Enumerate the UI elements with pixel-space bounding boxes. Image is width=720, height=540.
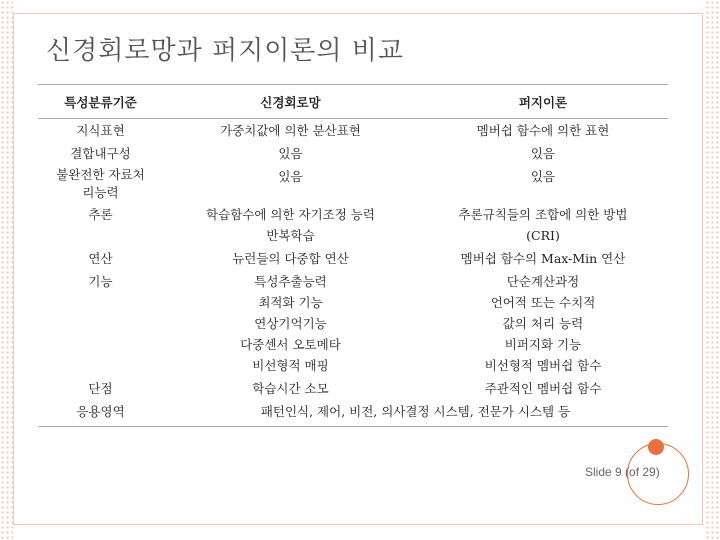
fuzzy-cell: 단순계산과정 언어적 또는 수치적 값의 처리 능력 비퍼지화 기능 비선형적 멤버쉽 함수 (484, 274, 602, 373)
table-row (38, 203, 668, 247)
neural-cell: 있음 (278, 146, 303, 161)
header-fuzzy-theory: 퍼지이론 (418, 85, 668, 119)
table-row (38, 400, 668, 427)
row-label: 응용영역 (38, 400, 163, 427)
table-row (38, 165, 668, 203)
application-cell: 패턴인식, 제어, 비전, 의사결정 시스템, 전문가 시스템 등 (163, 400, 668, 427)
neural-cell: 학습함수에 의한 자기조정 능력 반복학습 (206, 207, 375, 243)
neural-cell: 뉴런들의 다중합 연산 (232, 251, 349, 266)
row-label: 단점 (88, 381, 113, 396)
slide-number: Slide 9 (of 29) (585, 465, 660, 479)
header-criteria: 특성분류기준 (38, 85, 163, 119)
row-label: 연산 (88, 251, 113, 266)
left-dot-pattern (0, 0, 13, 540)
fuzzy-cell: 멤버쉽 함수에 의한 표현 (476, 123, 610, 138)
fuzzy-cell: 있음 (530, 146, 556, 161)
table-row (38, 119, 668, 143)
table-row (38, 270, 668, 377)
row-label: 결합내구성 (70, 146, 131, 161)
fuzzy-cell: 주관적인 멤버쉽 함수 (484, 381, 602, 396)
row-label: 불완전한 자료처 리능력 (56, 167, 145, 200)
neural-cell: 학습시간 소모 (252, 381, 329, 396)
neural-cell: 있음 (278, 169, 303, 184)
table-header-row (38, 85, 668, 119)
table-row (38, 142, 668, 165)
row-label: 기능 (88, 274, 113, 289)
slide-title: 신경회로망과 퍼지이론의 비교 (46, 36, 405, 66)
fuzzy-cell: 멤버쉽 함수의 Max-Min 연산 (460, 251, 626, 266)
table-row (38, 377, 668, 400)
fuzzy-cell: 있음 (530, 169, 556, 184)
header-neural-network: 신경회로망 (163, 85, 418, 119)
neural-cell: 특성추출능력 최적화 기능 연상기억기능 다중센서 오토메타 비선형적 매핑 (240, 274, 341, 373)
row-label: 지식표현 (76, 123, 125, 138)
right-dot-pattern (705, 0, 720, 540)
row-label: 추론 (88, 207, 113, 222)
fuzzy-cell: 추론규칙들의 조합에 의한 방법 (CRI) (458, 207, 628, 243)
table-row (38, 247, 668, 270)
neural-cell: 가중치값에 의한 분산표현 (220, 123, 361, 138)
comparison-table (38, 84, 668, 427)
